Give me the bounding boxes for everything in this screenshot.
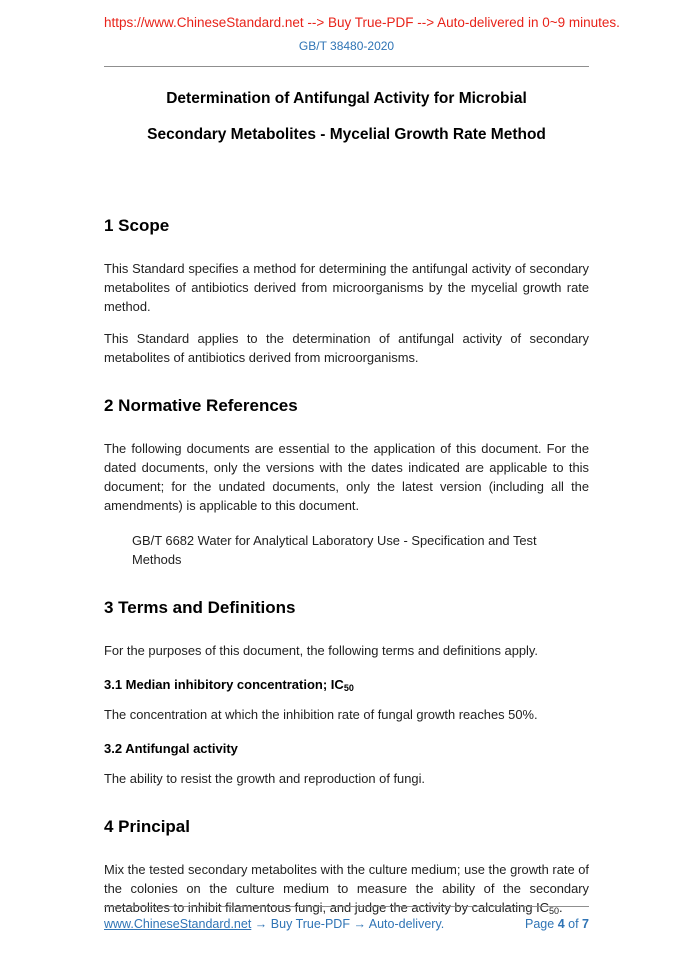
page-label: Page — [525, 917, 555, 931]
header-divider — [104, 66, 589, 67]
principal-text: Mix the tested secondary metabolites with the culture medium; use the growth rate of the colonies on the culture medium to measure the ability of the secondary metabolites to inhibit filamentous fungi, and judge the activity by calculating IC — [104, 862, 589, 915]
term-3-1-subscript: 50 — [343, 683, 354, 693]
section-heading-scope: 1 Scope — [104, 216, 170, 235]
footer-site-link[interactable]: www.ChineseStandard.net — [104, 917, 252, 931]
promo-banner — [104, 14, 620, 32]
scope-paragraph-2: This Standard applies to the determination of antifungal activity of secondary metabolites of antibiotics derived from microorganisms. — [104, 331, 589, 365]
document-title-line2: Secondary Metabolites - Mycelial Growth Rate Method — [147, 126, 546, 143]
term-3-2: 3.2 Antifungal activity — [104, 741, 238, 756]
arrow-icon: → — [353, 917, 366, 931]
page-indicator — [525, 916, 589, 932]
terms-intro: For the purposes of this document, the following terms and definitions apply. — [104, 643, 538, 658]
principal-subscript: 50 — [548, 906, 559, 916]
page-total: 7 — [582, 917, 589, 931]
page-number: 4 — [557, 917, 565, 931]
term-3-1-definition: The concentration at which the inhibition rate of fungal growth reaches 50%. — [104, 707, 538, 722]
section-heading-terms: 3 Terms and Definitions — [104, 598, 296, 617]
page-footer — [104, 906, 589, 932]
arrow-icon: → — [254, 917, 268, 931]
standard-code: GB/T 38480-2020 — [298, 39, 395, 53]
document-title-line1: Determination of Antifungal Activity for Microbial — [166, 90, 527, 107]
section-heading-principal: 4 Principal — [104, 817, 190, 836]
normative-reference-item: GB/T 6682 Water for Analytical Laboratory Use - Specification and Test Methods — [132, 533, 537, 567]
principal-text-end: . — [559, 900, 563, 915]
footer-buy-text: Buy True-PDF — [270, 917, 350, 931]
term-3-1-label: 3.1 Median inhibitory concentration; IC — [104, 677, 344, 692]
promo-link[interactable]: https://www.ChineseStandard.net --> Buy True-PDF --> Auto-delivered in 0~9 minutes. — [104, 15, 620, 30]
term-3-2-definition: The ability to resist the growth and reproduction of fungi. — [104, 771, 426, 786]
normative-paragraph: The following documents are essential to the application of this document. For the dated documents, only the versions with the dates indicated are applicable to this document; for the undated documents, only the latest version (including all the amendments) is applicable to this document. — [104, 441, 589, 513]
term-3-1 — [104, 676, 589, 693]
section-heading-normative-references: 2 Normative References — [104, 396, 298, 415]
footer-promo — [104, 916, 444, 932]
scope-paragraph-1: This Standard specifies a method for determining the antifungal activity of secondary metabolites of antibiotics derived from microorganisms by the mycelial growth rate method. — [104, 261, 589, 314]
footer-delivery-text: Auto-delivery. — [368, 917, 445, 931]
of-label: of — [568, 917, 579, 931]
